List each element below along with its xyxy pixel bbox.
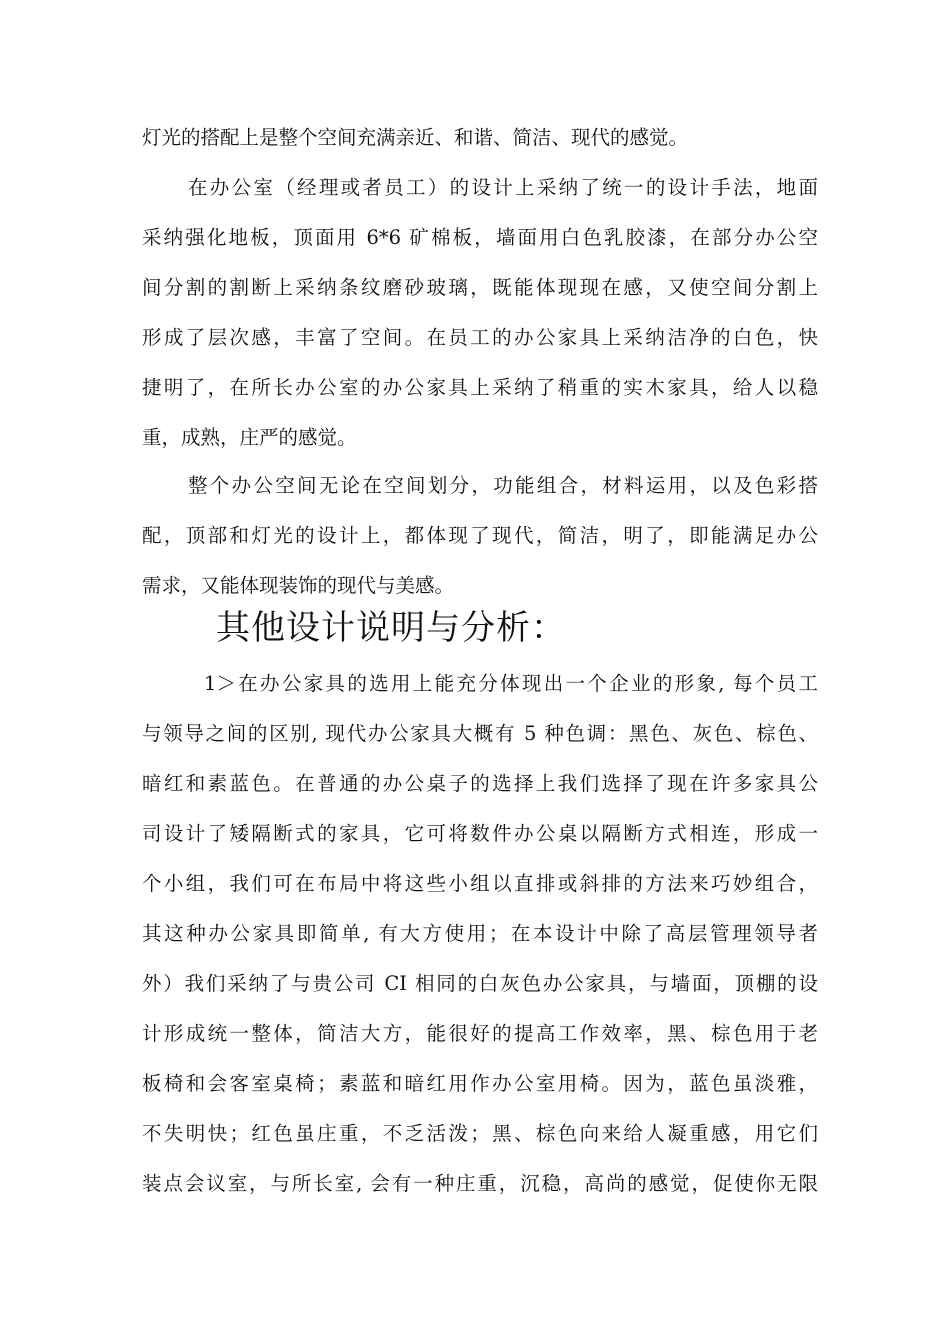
paragraph-lighting — [142, 113, 818, 163]
text-line: 灯光的搭配上是整个空间充满亲近、和谐、简洁、现代的感觉。 — [142, 126, 689, 149]
text-line: 整个办公空间无论在空间划分，功能组合，材料运用，以及色彩搭 — [188, 474, 818, 497]
text-line: 在办公室（经理或者员工）的设计上采纳了统一的设计手法，地面 — [188, 176, 818, 199]
paragraph-furniture — [142, 659, 818, 1209]
text-line: 捷明了，在所长办公室的办公家具上采纳了稍重的实木家具，给人以稳 — [142, 376, 818, 399]
text-line: 采纳强化地板，顶面用 6*6 矿棉板，墙面用白色乳胶漆，在部分办公空 — [142, 226, 818, 249]
text-line: 外）我们采纳了与贵公司 CI 相同的白灰色办公家具，与墙面，顶棚的设 — [142, 972, 818, 995]
text-line: 司设计了矮隔断式的家具，它可将数件办公桌以隔断方式相连，形成一 — [142, 822, 818, 845]
paragraph-office-design — [142, 163, 818, 463]
text-line: 1＞在办公家具的选用上能充分体现出一个企业的形象, 每个员工 — [204, 672, 818, 695]
text-line: 不失明快；红色虽庄重，不乏活泼；黑、棕色向来给人凝重感，用它们 — [142, 1122, 818, 1145]
text-line: 重，成熟，庄严的感觉。 — [142, 426, 357, 449]
text-line: 装点会议室，与所长室, 会有一种庄重，沉稳，高尚的感觉，促使你无限 — [142, 1172, 818, 1195]
text-line: 其这种办公家具即简单, 有大方使用；在本设计中除了高层管理领导者 — [142, 922, 818, 945]
text-line: 需求，又能体现装饰的现代与美感。 — [142, 574, 455, 597]
section-heading: 其他设计说明与分析： — [216, 608, 566, 648]
text-line: 与领导之间的区别, 现代办公家具大概有 5 种色调：黑色、灰色、棕色、 — [142, 722, 818, 745]
text-line: 配，顶部和灯光的设计上，都体现了现代，简洁，明了，即能满足办公 — [142, 524, 818, 547]
text-line: 个小组，我们可在布局中将这些小组以直排或斜排的方法来巧妙组合， — [142, 872, 818, 895]
text-line: 形成了层次感，丰富了空间。在员工的办公家具上采纳洁净的白色，快 — [142, 326, 818, 349]
text-line: 板椅和会客室桌椅；素蓝和暗红用作办公室用椅。因为，蓝色虽淡雅， — [142, 1072, 818, 1095]
text-line: 暗红和素蓝色。在普通的办公桌子的选择上我们选择了现在许多家具公 — [142, 772, 818, 795]
text-line: 间分割的割断上采纳条纹磨砂玻璃，既能体现现在感，又使空间分割上 — [142, 276, 818, 299]
paragraph-overall-space — [142, 461, 818, 611]
text-line: 计形成统一整体，简洁大方，能很好的提高工作效率，黑、棕色用于老 — [142, 1022, 818, 1045]
